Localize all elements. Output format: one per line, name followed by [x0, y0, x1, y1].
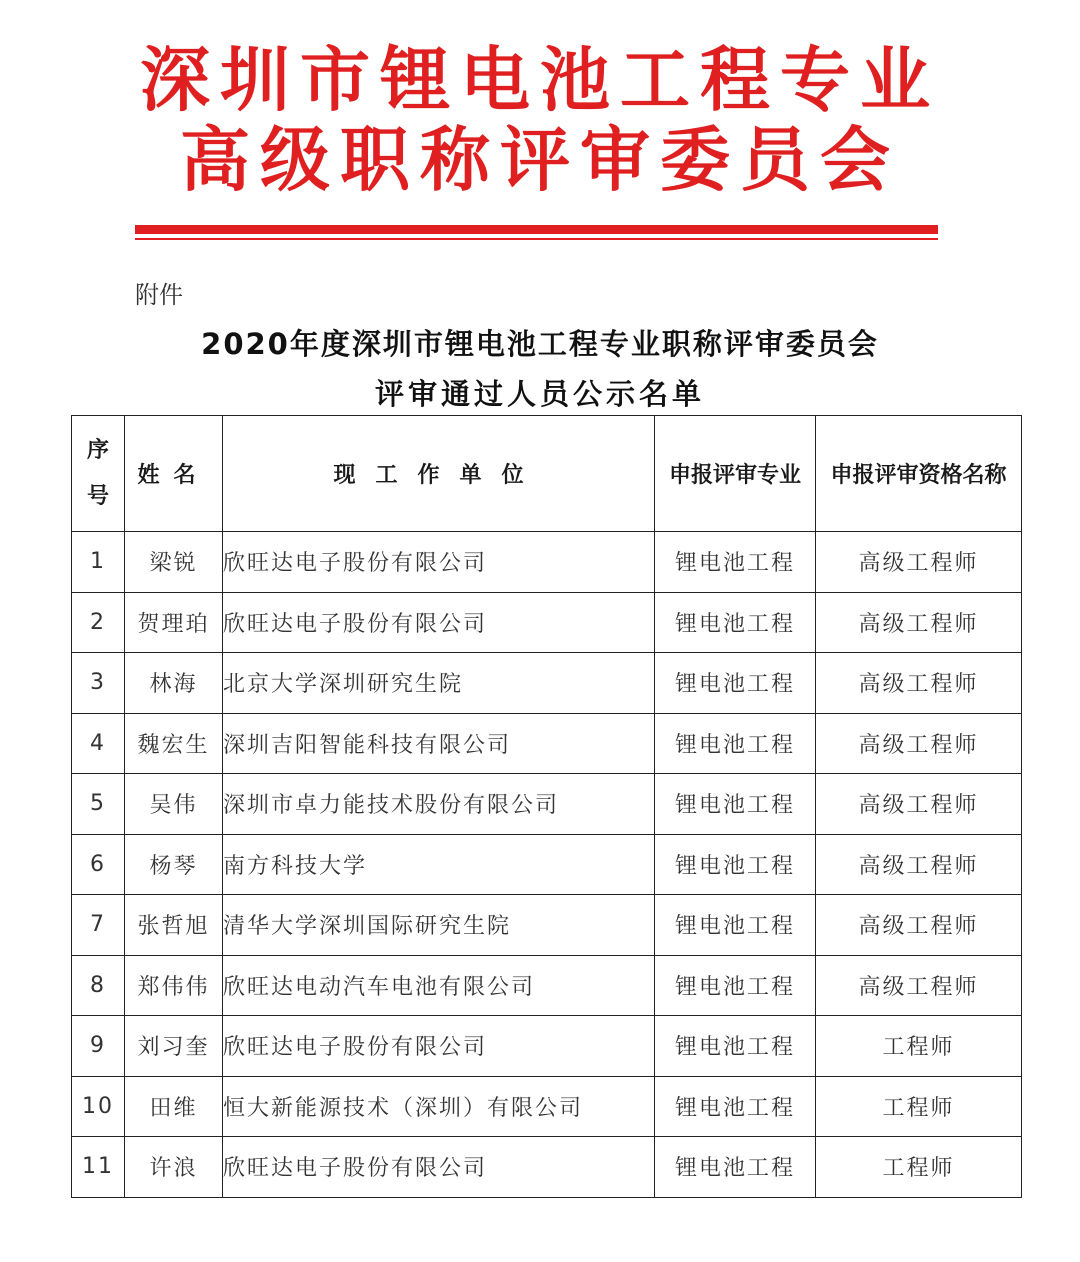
cell-seq: 6 [72, 834, 125, 895]
letterhead-line-1: 深圳市锂电池工程专业 [140, 39, 940, 121]
table-row [72, 532, 1022, 593]
table-row [72, 653, 1022, 714]
cell-name: 魏宏生 [125, 713, 223, 774]
cell-unit: 北京大学深圳研究生院 [223, 653, 655, 714]
cell-major: 锂电池工程 [655, 1016, 816, 1077]
letterhead-rule-thin [135, 238, 938, 240]
header-seq [72, 416, 125, 532]
cell-unit: 恒大新能源技术（深圳）有限公司 [223, 1076, 655, 1137]
cell-major: 锂电池工程 [655, 1076, 816, 1137]
cell-seq: 8 [72, 955, 125, 1016]
cell-qualification: 高级工程师 [816, 955, 1022, 1016]
table-row [72, 834, 1022, 895]
cell-name: 吴伟 [125, 774, 223, 835]
cell-unit: 南方科技大学 [223, 834, 655, 895]
table-row [72, 895, 1022, 956]
letterhead-rule-thick [135, 225, 938, 234]
cell-qualification: 工程师 [816, 1137, 1022, 1198]
letterhead [0, 40, 1080, 200]
cell-qualification: 高级工程师 [816, 653, 1022, 714]
cell-major: 锂电池工程 [655, 653, 816, 714]
table-row [72, 1016, 1022, 1077]
cell-seq: 10 [72, 1076, 125, 1137]
cell-name: 田维 [125, 1076, 223, 1137]
cell-major: 锂电池工程 [655, 774, 816, 835]
table-row [72, 713, 1022, 774]
roster-table [71, 415, 1022, 1198]
cell-name: 许浪 [125, 1137, 223, 1198]
cell-qualification: 高级工程师 [816, 834, 1022, 895]
header-name: 姓名 [125, 416, 223, 532]
attachment-label: 附件 [135, 281, 183, 309]
roster-table-body [72, 532, 1022, 1198]
cell-name: 杨琴 [125, 834, 223, 895]
cell-name: 梁锐 [125, 532, 223, 593]
cell-unit: 欣旺达电子股份有限公司 [223, 1137, 655, 1198]
cell-qualification: 工程师 [816, 1076, 1022, 1137]
cell-qualification: 高级工程师 [816, 713, 1022, 774]
cell-unit: 欣旺达电子股份有限公司 [223, 532, 655, 593]
cell-qualification: 工程师 [816, 1016, 1022, 1077]
table-row [72, 592, 1022, 653]
table-row [72, 774, 1022, 835]
cell-unit: 欣旺达电动汽车电池有限公司 [223, 955, 655, 1016]
cell-seq: 7 [72, 895, 125, 956]
header-seq-top: 序 [86, 437, 109, 463]
cell-unit: 欣旺达电子股份有限公司 [223, 592, 655, 653]
cell-unit: 清华大学深圳国际研究生院 [223, 895, 655, 956]
cell-major: 锂电池工程 [655, 834, 816, 895]
cell-qualification: 高级工程师 [816, 532, 1022, 593]
cell-qualification: 高级工程师 [816, 774, 1022, 835]
header-unit: 现工作单位 [223, 416, 655, 532]
cell-major: 锂电池工程 [655, 713, 816, 774]
header-row [72, 416, 1022, 532]
cell-seq: 9 [72, 1016, 125, 1077]
header-seq-bottom: 号 [86, 483, 109, 509]
cell-qualification: 高级工程师 [816, 895, 1022, 956]
cell-seq: 1 [72, 532, 125, 593]
document-title-line-2: 评审通过人员公示名单 [374, 377, 705, 411]
cell-unit: 深圳吉阳智能科技有限公司 [223, 713, 655, 774]
document-title-line-1: 2020年度深圳市锂电池工程专业职称评审委员会 [201, 327, 879, 361]
cell-name: 林海 [125, 653, 223, 714]
cell-unit: 欣旺达电子股份有限公司 [223, 1016, 655, 1077]
cell-qualification: 高级工程师 [816, 592, 1022, 653]
cell-name: 张哲旭 [125, 895, 223, 956]
cell-major: 锂电池工程 [655, 592, 816, 653]
cell-seq: 11 [72, 1137, 125, 1198]
cell-unit: 深圳市卓力能技术股份有限公司 [223, 774, 655, 835]
cell-major: 锂电池工程 [655, 895, 816, 956]
roster-table-header [72, 416, 1022, 532]
cell-seq: 3 [72, 653, 125, 714]
letterhead-line-2: 高级职称评审委员会 [180, 119, 900, 201]
cell-seq: 4 [72, 713, 125, 774]
header-qualification: 申报评审资格名称 [816, 416, 1022, 532]
table-row [72, 1076, 1022, 1137]
cell-major: 锂电池工程 [655, 532, 816, 593]
cell-name: 贺理珀 [125, 592, 223, 653]
cell-name: 刘习奎 [125, 1016, 223, 1077]
table-row [72, 1137, 1022, 1198]
cell-seq: 2 [72, 592, 125, 653]
cell-major: 锂电池工程 [655, 1137, 816, 1198]
table-row [72, 955, 1022, 1016]
cell-name: 郑伟伟 [125, 955, 223, 1016]
cell-major: 锂电池工程 [655, 955, 816, 1016]
header-major: 申报评审专业 [655, 416, 816, 532]
cell-seq: 5 [72, 774, 125, 835]
